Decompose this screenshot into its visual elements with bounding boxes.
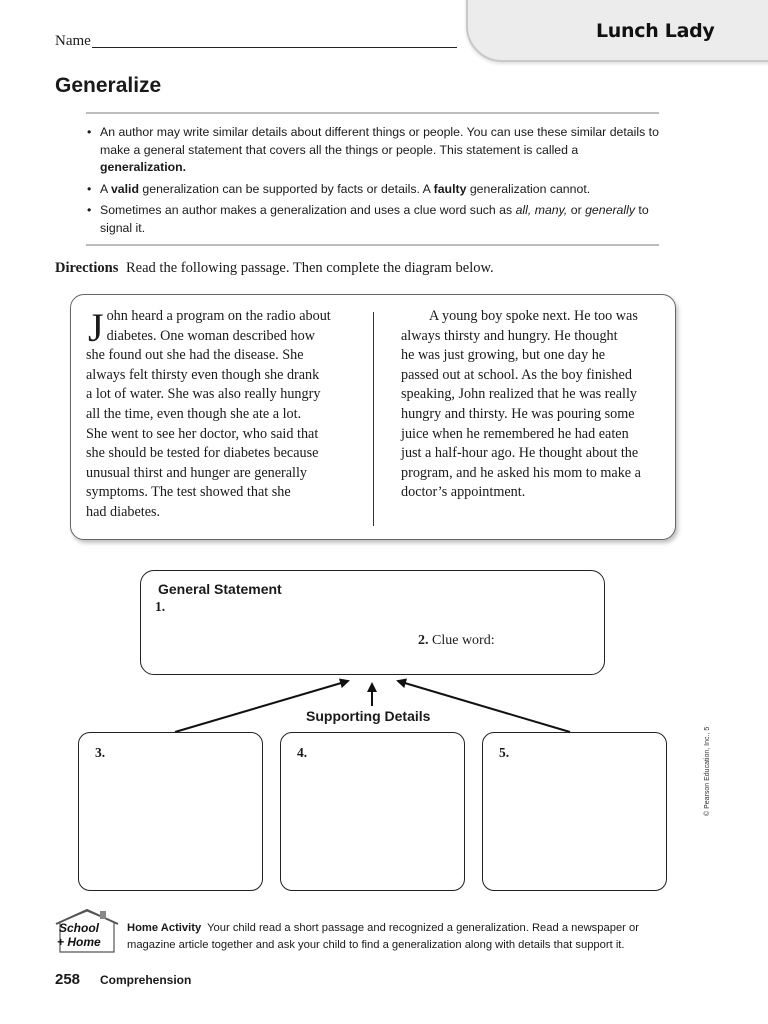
passage-line: ohn heard a program on the radio about	[106, 308, 331, 324]
bullet-bold: generalization.	[100, 160, 187, 174]
passage-line: just a half-hour ago. He thought about the	[401, 445, 639, 462]
passage-line: She went to see her doctor, who said that	[86, 425, 319, 442]
clue-word-label	[418, 633, 495, 649]
bullet-bold: valid	[110, 181, 139, 196]
passage-line: always felt thirsty even though she drank	[86, 366, 320, 383]
bullet-italic: all, many,	[515, 203, 568, 217]
passage-line: all the time, even though she ate a lot.	[86, 405, 302, 422]
arrow-left	[175, 681, 348, 732]
passage-line: program, and he asked his mom to make a	[401, 464, 641, 481]
passage-line: A young boy spoke next. He too was	[429, 308, 638, 324]
drop-cap: J	[88, 305, 104, 350]
detail-box-4[interactable]	[280, 732, 465, 891]
section-label: Comprehension	[100, 973, 192, 987]
arrow-right	[398, 681, 570, 732]
item-1-label: 1.	[155, 599, 166, 614]
passage-line: hungry and thirsty. He was pouring some	[401, 405, 635, 422]
home-activity-label: Home Activity	[127, 922, 202, 934]
name-label: Name	[55, 33, 91, 49]
logo-home: + Home	[57, 935, 101, 949]
directions-label: Directions	[55, 260, 119, 276]
home-activity-text: Your child read a short passage and recognized a generalization. Read a newspaper or magazine article together and ask your child to find a generalization along with details that support it.	[127, 922, 639, 951]
bullet-bold: faulty	[433, 181, 467, 196]
supporting-details-label: Supporting Details	[306, 708, 431, 724]
item-2-number: 2.	[418, 633, 429, 648]
passage-line: unusual thirst and hunger are generally	[86, 464, 308, 481]
page-title: Generalize	[55, 74, 162, 97]
page-number: 258	[55, 971, 81, 988]
passage-line: passed out at school. As the boy finished	[401, 366, 632, 383]
bullet-text: An author may write similar details about different things or people. You can use these similar details to make a general statement that covers all the things or people. This statement is called a	[100, 125, 659, 157]
home-activity	[127, 920, 687, 954]
bullet-text: generalization cannot.	[466, 181, 591, 196]
passage-line: diabetes. One woman described how	[106, 327, 315, 344]
passage-line: she should be tested for diabetes because	[86, 445, 319, 462]
passage-line: she found out she had the disease. She	[86, 347, 304, 364]
detail-box-5[interactable]	[482, 732, 667, 891]
logo-school: School	[59, 921, 100, 935]
bullet-text: Sometimes an author makes a generalization and uses a clue word such as	[100, 203, 516, 217]
bullet-italic: generally	[585, 203, 635, 217]
directions-text: Read the following passage. Then complete the diagram below.	[126, 260, 494, 276]
passage-line: speaking, John realized that he was really	[401, 386, 637, 403]
item-2-text: Clue word:	[432, 633, 495, 648]
copyright: © Pearson Education, Inc., 5	[704, 726, 711, 816]
general-statement-label: General Statement	[158, 581, 282, 597]
passage-line: always thirsty and hungry. He thought	[401, 327, 618, 344]
bullet-text: or	[567, 203, 586, 217]
item-4-label: 4.	[297, 745, 308, 760]
passage-line: doctor’s appointment.	[401, 484, 526, 501]
passage-line: a lot of water. She was also really hungry	[86, 386, 321, 403]
passage-line: juice when he remembered he had eaten	[401, 425, 629, 442]
passage-line: symptoms. The test showed that she	[86, 484, 291, 501]
item-5-label: 5.	[499, 745, 510, 760]
story-title: Lunch Lady	[596, 20, 715, 42]
bullet-text: to signal it.	[100, 203, 649, 235]
passage-line: had diabetes.	[86, 503, 161, 520]
bullet-text: A	[100, 181, 111, 196]
bullet-text: generalization can be supported by facts or details. A	[138, 181, 434, 196]
passage-line: he was just growing, but one day he	[401, 347, 606, 364]
school-home-logo	[54, 908, 120, 954]
item-3-label: 3.	[95, 745, 106, 760]
detail-box-3[interactable]	[78, 732, 263, 891]
